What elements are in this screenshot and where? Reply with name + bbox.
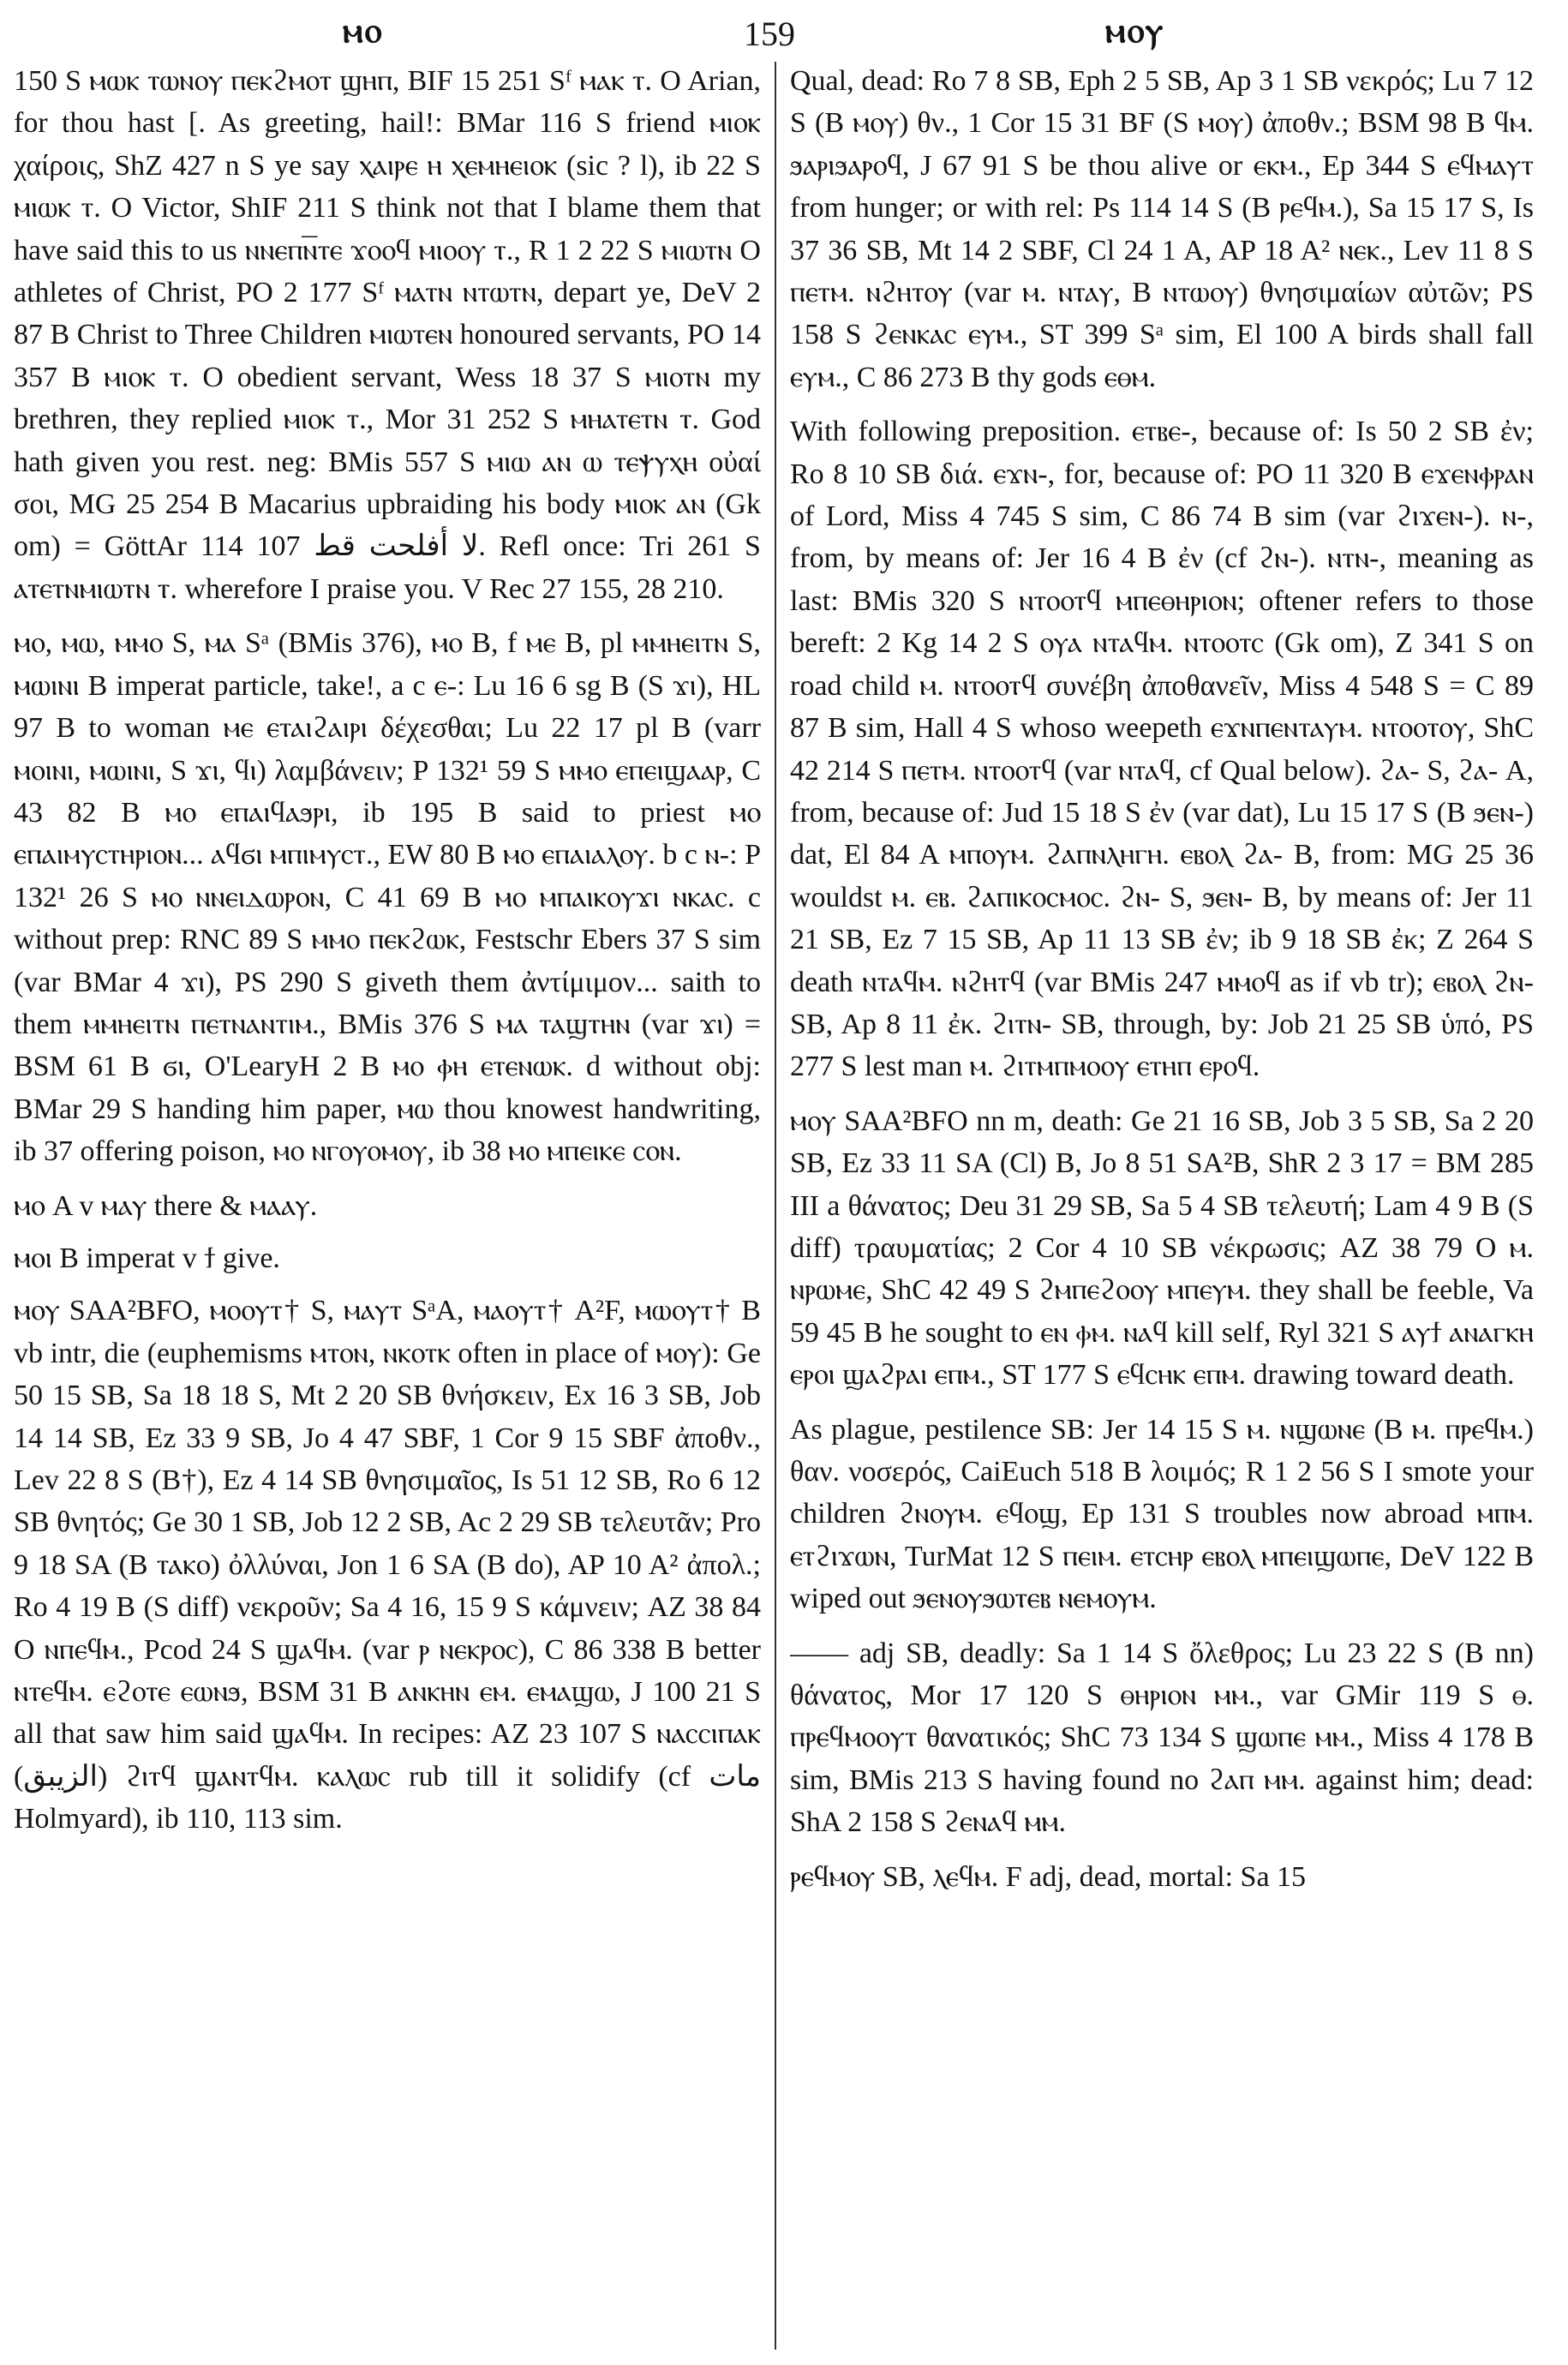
entry-paragraph: Qual, dead: Ro 7 8 SB, Eph 2 5 SB, Ap 3 1 SB νεκρός; Lu 7 12 S (B ⲙⲟⲩ) θν., 1 Cor 15 31 BF (S ⲙⲟⲩ) ἀποθν.; BSM 98 B ϥⲙ. ϧⲁⲣⲓϧⲁⲣⲟϥ, J 67 91 S be thou alive or ⲉⲕⲙ., Ep 344 S ⲉϥⲙⲁⲩⲧ from hunger; or with rel: Ps 114 14 S (B ⲣⲉϥⲙ.), Sa 15 17 S, Is 37 36 SB, Mt 14 2 SBF, Cl 24 1 A, AP 18 A² ⲛⲉⲕ., Lev 11 8 S ⲡⲉⲧⲙ. ⲛϩⲏⲧⲟⲩ (var ⲙ. ⲛⲧⲁⲩ, B ⲛⲧⲱⲟⲩ) θνησιμαίων αὐτῶν; PS 158 S ϩⲉⲛⲕⲁⲥ ⲉⲩⲙ., ST 399 Sᵃ sim, El 100 A birds shall fall ⲉⲩⲙ., C 86 273 B thy gods ⲉⲑⲙ.	[790, 65, 1534, 393]
right-column	[790, 60, 1534, 2356]
page-header	[0, 10, 1568, 58]
entry-paragraph: With following preposition. ⲉⲧⲃⲉ-, because of: Is 50 2 SB ἐν; Ro 8 10 SB διά. ⲉϫⲛ-, for, because of: PO 11 320 B ⲉϫⲉⲛⲫⲣⲁⲛ of Lord, Miss 4 745 S sim, C 86 74 B sim (var ϩⲓϫⲉⲛ-). ⲛ-, from, by means of: Jer 16 4 B ἐν (cf ϩⲛ-). ⲛⲧⲛ-, meaning as last: BMis 320 S ⲛⲧⲟⲟⲧϥ ⲙⲡⲉⲑⲏⲣⲓⲟⲛ; oftener refers to those bereft: 2 Kg 14 2 S ⲟⲩⲁ ⲛⲧⲁϥⲙ. ⲛⲧⲟⲟⲧⲥ (Gk om), Z 341 S on road child ⲙ. ⲛⲧⲟⲟⲧϥ συνέβη ἀποθανεῖν, Miss 4 548 S = C 89 87 B sim, Hall 4 S whoso weepeth ⲉϫⲛⲡⲉⲛⲧⲁⲩⲙ. ⲛⲧⲟⲟⲧⲟⲩ, ShC 42 214 S ⲡⲉⲧⲙ. ⲛⲧⲟⲟⲧϥ (var ⲛⲧⲁϥ, cf Qual below). ϩⲁ- S, ϩⲁ- A, from, because of: Jud 15 18 S ἐν (var dat), Lu 15 17 S (B ϧⲉⲛ-) dat, El 84 A ⲙⲡⲟⲩⲙ. ϩⲁⲡⲛⲗⲏⲅⲏ. ⲉⲃⲟⲗ ϩⲁ- B, from: MG 25 36 wouldst ⲙ. ⲉⲃ. ϩⲁⲡⲓⲕⲟⲥⲙⲟⲥ. ϩⲛ- S, ϧⲉⲛ- B, by means of: Jer 11 21 SB, Ez 7 15 SB, Ap 11 13 SB ἐν; ib 9 18 SB ἐκ; Z 264 S death ⲛⲧⲁϥⲙ. ⲛϩⲏⲧϥ (var BMis 247 ⲙⲙⲟϥ as if vb tr); ⲉⲃⲟⲗ ϩⲛ- SB, Ap 8 11 ἐκ. ϩⲓⲧⲛ- SB, through, by: Job 21 25 SB ὑπό, PS 277 S lest man ⲙ. ϩⲓⲧⲙⲡⲙⲟⲟⲩ ⲉⲧⲏⲡ ⲉⲣⲟϥ.	[790, 416, 1534, 1083]
entry-paragraph: ⲙⲟⲩ SAA²BFO nn m, death: Ge 21 16 SB, Job 3 5 SB, Sa 2 20 SB, Ez 33 11 SA (Cl) B, Jo 8 51 SA²B, ShR 2 3 17 = BM 285 III a θάνατος; Deu 31 29 SB, Sa 5 4 SB τελευτή; Lam 4 9 B (S diff) τραυματίας; 2 Cor 4 10 SB νέκρωσις; AZ 38 79 O ⲙ. ⲛⲣⲱⲙⲉ, ShC 42 49 S ϩⲙⲡⲉϩⲟⲟⲩ ⲙⲡⲉⲩⲙ. they shall be feeble, Va 59 45 B he sought to ⲉⲛ ⲫⲙ. ⲛⲁϥ kill self, Ryl 321 S ⲁⲩϯ ⲁⲛⲁⲅⲕⲏ ⲉⲣⲟⲓ ϣⲁϩⲣⲁⲓ ⲉⲡⲙ., ST 177 S ⲉϥⲥⲏⲕ ⲉⲡⲙ. drawing toward death.	[790, 1105, 1534, 1392]
entry-paragraph: ⲙⲟⲩ SAA²BFO, ⲙⲟⲟⲩⲧ† S, ⲙⲁⲩⲧ SᵃA, ⲙⲁⲟⲩⲧ† A²F, ⲙⲱⲟⲩⲧ† B vb intr, die (euphemisms ⲙⲧⲟⲛ, ⲛⲕⲟⲧⲕ often in place of ⲙⲟⲩ): Ge 50 15 SB, Sa 18 18 S, Mt 2 20 SB θνήσκειν, Ex 16 3 SB, Job 14 14 SB, Ez 33 9 SB, Jo 4 47 SBF, 1 Cor 9 15 SBF ἀποθν., Lev 22 8 S (B†), Ez 4 14 SB θνησιμαῖος, Is 51 12 SB, Ro 6 12 SB θνητός; Ge 30 1 SB, Job 12 2 SB, Ac 2 29 SB τελευτᾶν; Pro 9 18 SA (B ⲧⲁⲕⲟ) ὀλλύναι, Jon 1 6 SA (B do), AP 10 A² ἀπολ.; Ro 4 19 B (S diff) νεκροῦν; Sa 4 16, 15 9 S κάμνειν; AZ 38 84 O ⲛⲡⲉϥⲙ., Pcod 24 S ϣⲁϥⲙ. (var ⲣ ⲛⲉⲕⲣⲟⲥ), C 86 338 B better ⲛⲧⲉϥⲙ. ⲉϩⲟⲧⲉ ⲉⲱⲛϧ, BSM 31 B ⲁⲛⲕⲏⲛ ⲉⲙ. ⲉⲙⲁϣⲱ, J 100 21 S all that saw him said ϣⲁϥⲙ. In recipes: AZ 23 107 S ⲛⲁⲥⲥⲓⲡⲁⲕ (الزيبق) ϩⲓⲧϥ ϣⲁⲛⲧϥⲙ. ⲕⲁⲗⲱⲥ rub till it solidify (cf مات Holmyard), ib 110, 113 sim.	[14, 1295, 761, 1835]
entry-paragraph: ⲣⲉϥⲙⲟⲩ SB, ⲗⲉϥⲙ. F adj, dead, mortal: Sa 15	[790, 1860, 1307, 1893]
entry-paragraph: 150 S ⲙⲱⲕ ⲧⲱⲛⲟⲩ ⲡⲉⲕϩⲙⲟⲧ ϣⲏⲡ, BIF 15 251 Sᶠ ⲙⲁⲕ ⲧ. O Arian, for thou hast [. As greeting, hail!: BMar 116 S friend ⲙⲓⲟⲕ χαίροις, ShZ 427 n S ye say ⲭⲁⲓⲣⲉ ⲏ ⲭⲉⲙⲏⲉⲓⲟⲕ (sic ? l), ib 22 S ⲙⲓⲱⲕ ⲧ. O Victor, ShIF 211 S think not that I blame them that have said this to us ⲛⲛⲉⲡⲛ̅ⲧⲉ ϫⲟⲟϥ ⲙⲓⲟⲟⲩ ⲧ., R 1 2 22 S ⲙⲓⲱⲧⲛ O athletes of Christ, PO 2 177 Sᶠ ⲙⲁⲧⲛ ⲛⲧⲱⲧⲛ, depart ye, DeV 2 87 B Christ to Three Children ⲙⲓⲱⲧⲉⲛ honoured servants, PO 14 357 B ⲙⲓⲟⲕ ⲧ. O obedient servant, Wess 18 37 S ⲙⲓⲟⲧⲛ my brethren, they replied ⲙⲓⲟⲕ ⲧ., Mor 31 252 S ⲙⲏⲁⲧⲉⲧⲛ ⲧ. God hath given you rest. neg: BMis 557 S ⲙⲓⲱ ⲁⲛ ⲱ ⲧⲉⲯⲩⲭⲏ οὐαί σοι, MG 25 254 B Macarius upbraiding his body ⲙⲓⲟⲕ ⲁⲛ (Gk om) = GöttAr 114 107 لا أفلحت قط. Refl once: Tri 261 S ⲁⲧⲉⲧⲛⲙⲓⲱⲧⲛ ⲧ. wherefore I praise you. V Rec 27 155, 28 210.	[14, 65, 761, 605]
page-number: 159	[744, 15, 795, 53]
right-running-headword: ⲙⲟⲩ	[1105, 11, 1165, 50]
entry-paragraph: ⲙⲟ, ⲙⲱ, ⲙⲙⲟ S, ⲙⲁ Sᵃ (BMis 376), ⲙⲟ B, f ⲙⲉ B, pl ⲙⲙⲏⲉⲓⲧⲛ S, ⲙⲱⲓⲛⲓ B imperat particle, take!, a c ⲉ-: Lu 16 6 sg B (S ϫⲓ), HL 97 B to woman ⲙⲉ ⲉⲧⲁⲓϩⲁⲓⲣⲓ δέχεσθαι; Lu 22 17 pl B (varr ⲙⲟⲓⲛⲓ, ⲙⲱⲓⲛⲓ, S ϫⲓ, ϥⲓ) λαμβάνειν; P 132¹ 59 S ⲙⲙⲟ ⲉⲡⲉⲓϣⲁⲁⲣ, C 43 82 B ⲙⲟ ⲉⲡⲁⲓϥⲁϧⲣⲓ, ib 195 B said to priest ⲙⲟ ⲉⲡⲁⲓⲙⲩⲥⲧⲏⲣⲓⲟⲛ... ⲁϥϭⲓ ⲙⲡⲓⲙⲩⲥⲧ., EW 80 B ⲙⲟ ⲉⲡⲁⲓⲁⲗⲟⲩ. b c ⲛ-: P 132¹ 26 S ⲙⲟ ⲛⲛⲉⲓⲇⲱⲣⲟⲛ, C 41 69 B ⲙⲟ ⲙⲡⲁⲓⲕⲟⲩϫⲓ ⲛⲕⲁⲥ. c without prep: RNC 89 S ⲙⲙⲟ ⲡⲉⲕϩⲱⲕ, Festschr Ebers 37 S sim (var BMar 4 ϫⲓ), PS 290 S giveth them ἀντίμιμον... saith to them ⲙⲙⲏⲉⲓⲧⲛ ⲡⲉⲧⲛⲁⲛⲧⲓⲙ., BMis 376 S ⲙⲁ ⲧⲁϣⲧⲏⲛ (var ϫⲓ) = BSM 61 B ϭⲓ, O'LearyH 2 B ⲙⲟ ⲫⲏ ⲉⲧⲉⲛⲱⲕ. d without obj: BMar 29 S handing him paper, ⲙⲱ thou knowest handwriting, ib 37 offering poison, ⲙⲟ ⲛⲅⲟⲩⲟⲙⲟⲩ, ib 38 ⲙⲟ ⲙⲡⲉⲓⲕⲉ ⲥⲟⲛ.	[14, 627, 761, 1168]
entry-paragraph: ⲙⲟ A v ⲙⲁⲩ there & ⲙⲁⲁⲩ.	[14, 1189, 318, 1222]
column-divider	[775, 62, 776, 2350]
left-running-headword: ⲙⲟ	[343, 11, 384, 50]
left-column	[14, 60, 761, 2356]
entry-paragraph: ⲙⲟⲓ B imperat v ϯ give.	[14, 1242, 280, 1274]
entry-paragraph: —— adj SB, deadly: Sa 1 14 S ὄλεθρος; Lu 23 22 S (B nn) θάνατος, Mor 17 120 S ⲑⲏⲣⲓⲟⲛ ⲙⲙ., var GMir 119 S ⲑ. ⲡⲣⲉϥⲙⲟⲟⲩⲧ θανατικός; ShC 73 134 S ϣⲱⲡⲉ ⲙⲙ., Miss 4 178 B sim, BMis 213 S having found no ϩⲁⲡ ⲙⲙ. against him; dead: ShA 2 158 S ϩⲉⲛⲁϥ ⲙⲙ.	[790, 1637, 1534, 1839]
entry-paragraph: As plague, pestilence SB: Jer 14 15 S ⲙ. ⲛϣⲱⲛⲉ (B ⲙ. ⲡⲣⲉϥⲙ.) θαν. νοσερός, CaiEuch 518 B λοιμός; R 1 2 56 S I smote your children ϩⲛⲟⲩⲙ. ⲉϥⲟϣ, Ep 131 S troubles now abroad ⲙⲡⲙ. ⲉⲧϩⲓϫⲱⲛ, TurMat 12 S ⲡⲉⲓⲙ. ⲉⲧⲥⲏⲣ ⲉⲃⲟⲗ ⲙⲡⲉⲓϣⲱⲡⲉ, DeV 122 B wiped out ϧⲉⲛⲟⲩϧⲱⲧⲉⲃ ⲛⲉⲙⲟⲩⲙ.	[790, 1413, 1534, 1615]
